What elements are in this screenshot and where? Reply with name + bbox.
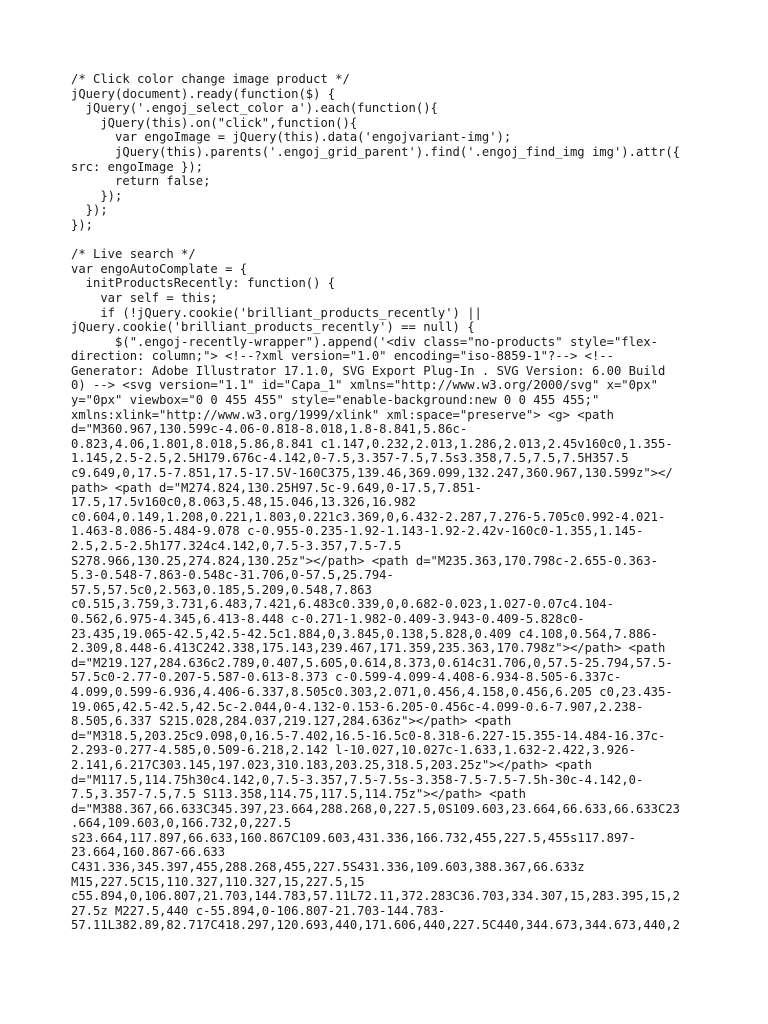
code-line: d="M117.5,114.75h30c4.142,0,7.5-3.357,7.5-7.5s-3.358-7.5-7.5-7.5h-30c-4.142,0- bbox=[71, 772, 644, 787]
code-line: d="M219.127,284.636c2.789,0.407,5.605,0.614,8.373,0.614c31.706,0,57.5-25.794,57.5- bbox=[71, 655, 673, 670]
code-line: Generator: Adobe Illustrator 17.1.0, SVG Export Plug-In . SVG Version: 6.00 Build bbox=[71, 363, 666, 378]
code-line: }); bbox=[71, 217, 94, 232]
code-line: /* Live search */ bbox=[71, 247, 196, 262]
code-line: 1.145,2.5-2.5,2.5H179.676c-4.142,0-7.5,3.357-7.5,7.5s3.358,7.5,7.5,7.5H357.5 bbox=[71, 451, 629, 466]
code-line: 4.099,0.599-6.936,4.406-6.337,8.505c0.303,2.071,0.456,4.158,0.456,6.205 c0,23.435- bbox=[71, 684, 673, 699]
code-listing bbox=[71, 72, 711, 933]
code-line: }); bbox=[71, 203, 108, 218]
code-line: 2.293-0.277-4.585,0.509-6.218,2.142 l-10.027,10.027c-1.633,1.632-2.422,3.926- bbox=[71, 743, 636, 758]
code-line: d="M388.367,66.633C345.397,23.664,288.268,0,227.5,0S109.603,23.664,66.633,66.633C23 bbox=[71, 801, 681, 816]
code-line: /* Click color change image product */ bbox=[71, 72, 350, 86]
code-line: direction: column;"> <!--?xml version="1.0" encoding="iso-8859-1"?--> <!-- bbox=[71, 349, 614, 364]
code-line: 0.823,4.06,1.801,8.018,5.86,8.841 c1.147,0.232,2.013,1.286,2.013,2.45v160c0,1.355- bbox=[71, 436, 673, 451]
code-line: 17.5,17.5v160c0,8.063,5.48,15.046,13.326,16.982 bbox=[71, 495, 416, 510]
code-line: 23.435,19.065-42.5,42.5-42.5c1.884,0,3.845,0.138,5.828,0.409 c4.108,0.564,7.886- bbox=[71, 626, 658, 641]
code-line: jQuery(this).on("click",function(){ bbox=[71, 115, 358, 130]
code-line: C431.336,345.397,455,288.268,455,227.5S431.336,109.603,388.367,66.633z bbox=[71, 860, 585, 875]
code-line: 23.664,160.867-66.633 bbox=[71, 845, 226, 860]
code-line: $(".engoj-recently-wrapper").append('<div class="no-products" style="flex- bbox=[71, 334, 658, 349]
code-line bbox=[71, 233, 711, 248]
code-line: var engoImage = jQuery(this).data('engojvariant-img'); bbox=[71, 130, 512, 145]
code-line: y="0px" viewbox="0 0 455 455" style="enable-background:new 0 0 455 455;" bbox=[71, 393, 600, 408]
code-line: 57.5c0-2.77-0.207-5.587-0.613-8.373 c-0.599-4.099-4.408-6.934-8.505-6.337c- bbox=[71, 670, 622, 685]
code-line: d="M360.967,130.599c-4.06-0.818-8.018,1.8-8.841,5.86c- bbox=[71, 422, 468, 437]
code-line: 2.5,2.5-2.5h177.324c4.142,0,7.5-3.357,7.5-7.5 bbox=[71, 539, 402, 553]
code-line: jQuery.cookie('brilliant_products_recently') == null) { bbox=[71, 320, 475, 335]
code-line: M15,227.5C15,110.327,110.327,15,227.5,15 bbox=[71, 874, 365, 889]
code-line: c9.649,0,17.5-7.851,17.5-17.5V-160C375,139.46,369.099,132.247,360.967,130.599z"></ bbox=[71, 466, 673, 481]
code-line: 5.3-0.548-7.863-0.548c-31.706,0-57.5,25.794- bbox=[71, 568, 394, 583]
code-line: }); bbox=[71, 188, 123, 203]
code-line: xmlns:xlink="http://www.w3.org/1999/xlink" xml:space="preserve"> <g> <path bbox=[71, 407, 614, 422]
code-line: if (!jQuery.cookie('brilliant_products_recently') || bbox=[71, 305, 482, 320]
code-line: jQuery(this).parents('.engoj_grid_parent').find('.engoj_find_img img').attr({ bbox=[71, 144, 681, 159]
code-line: 7.5,3.357-7.5,7.5 S113.358,114.75,117.5,114.75z"></path> <path bbox=[71, 787, 526, 802]
code-line: var engoAutoComplate = { bbox=[71, 261, 248, 276]
code-line: 19.065,42.5-42.5,42.5c-2.044,0-4.132-0.153-6.205-0.456c-4.099-0.6-7.907,2.238- bbox=[71, 699, 644, 714]
code-line: 0) --> <svg version="1.1" id="Capa_1" xmlns="http://www.w3.org/2000/svg" x="0px" bbox=[71, 378, 658, 393]
code-line: 2.309,8.448-6.413C242.338,175.143,239.467,171.359,235.363,170.798z"></path> <path bbox=[71, 641, 666, 656]
code-line: c55.894,0,106.807,21.703,144.783,57.11L72.11,372.283C36.703,334.307,15,283.395,15,2 bbox=[71, 889, 681, 904]
code-line: .664,109.603,0,166.732,0,227.5 bbox=[71, 816, 292, 831]
code-line: 2.141,6.217C303.145,197.023,310.183,203.25,318.5,203.25z"></path> <path bbox=[71, 757, 592, 772]
code-line: jQuery(document).ready(function($) { bbox=[71, 86, 336, 101]
code-line: 27.5z M227.5,440 c-55.894,0-106.807-21.703-144.783- bbox=[71, 903, 446, 918]
code-line: var self = this; bbox=[71, 290, 218, 305]
code-line: 1.463-8.086-5.484-9.078 c-0.955-0.235-1.92-1.143-1.92-2.42v-160c0-1.355,1.145- bbox=[71, 524, 644, 539]
code-line: src: engoImage }); bbox=[71, 159, 204, 174]
code-line: s23.664,117.897,66.633,160.867C109.603,431.336,166.732,455,227.5,455s117.897- bbox=[71, 830, 636, 845]
code-line: return false; bbox=[71, 174, 211, 189]
code-line: path> <path d="M274.824,130.25H97.5c-9.649,0-17.5,7.851- bbox=[71, 480, 482, 495]
code-line: 57.5,57.5c0,2.563,0.185,5.209,0.548,7.863 bbox=[71, 582, 372, 597]
code-line: initProductsRecently: function() { bbox=[71, 276, 336, 291]
code-line: d="M318.5,203.25c9.098,0,16.5-7.402,16.5-16.5c0-8.318-6.227-15.355-14.484-16.37c- bbox=[71, 728, 666, 743]
code-line: c0.604,0.149,1.208,0.221,1.803,0.221c3.369,0,6.432-2.287,7.276-5.705c0.992-4.021- bbox=[71, 509, 666, 524]
code-line: c0.515,3.759,3.731,6.483,7.421,6.483c0.339,0,0.682-0.023,1.027-0.07c4.104- bbox=[71, 597, 614, 612]
code-line: jQuery('.engoj_select_color a').each(function(){ bbox=[71, 101, 438, 116]
code-line: 0.562,6.975-4.345,6.413-8.448 c-0.271-1.982-0.409-3.943-0.409-5.828c0- bbox=[71, 611, 585, 626]
code-line: S278.966,130.25,274.824,130.25z"></path> <path d="M235.363,170.798c-2.655-0.363- bbox=[71, 553, 658, 568]
code-line: 8.505,6.337 S215.028,284.037,219.127,284.636z"></path> <path bbox=[71, 714, 512, 729]
code-line: 57.11L382.89,82.717C418.297,120.693,440,171.606,440,227.5C440,344.673,344.673,440,2 bbox=[71, 918, 681, 933]
